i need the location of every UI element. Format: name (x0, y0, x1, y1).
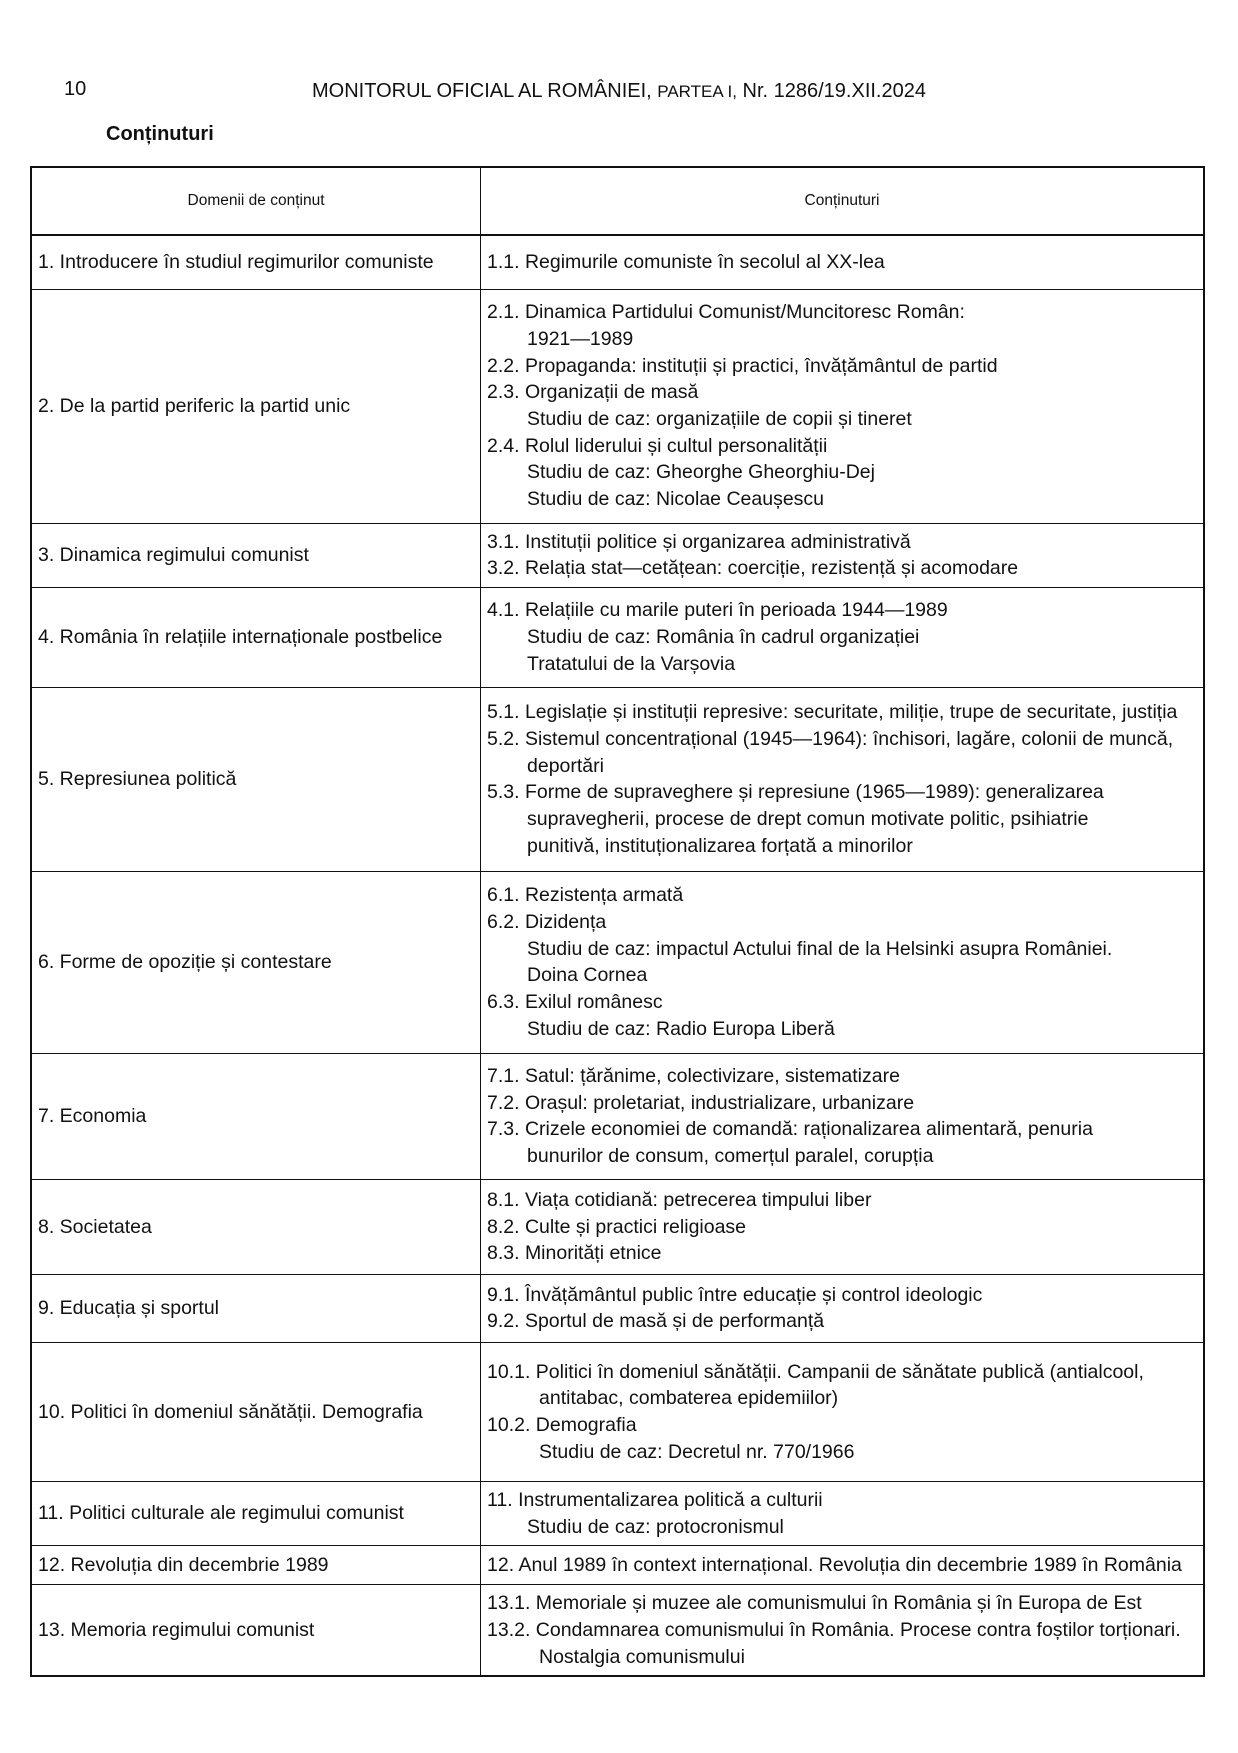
contents-cell (481, 1342, 1205, 1481)
domain-cell: 10. Politici în domeniul sănătății. Demografia (31, 1342, 481, 1481)
contents-cell (481, 1274, 1205, 1342)
content-line: Studiu de caz: organizațiile de copii și tineret (527, 408, 912, 430)
content-line: 6.2. Dizidența (487, 911, 607, 933)
content-line: 5.2. Sistemul concentrațional (1945—1964): închisori, lagăre, colonii de muncă, (487, 728, 1174, 750)
domain-cell: 7. Economia (31, 1053, 481, 1179)
content-line: supravegherii, procese de drept comun motivate politic, psihiatrie (527, 808, 1089, 831)
content-line: 10.2. Demografia (487, 1413, 637, 1436)
content-line: 2.4. Rolul liderului și cultul personalității (487, 434, 828, 457)
contents-cell (481, 871, 1205, 1053)
content-line: 7.2. Orașul: proletariat, industrializare, urbanizare (487, 1091, 915, 1114)
domain-cell: 8. Societatea (31, 1179, 481, 1274)
content-line: Doina Cornea (527, 964, 648, 987)
content-line: 1921—1989 (527, 327, 634, 350)
table-header-row (31, 167, 1204, 235)
page-number: 10 (64, 78, 87, 100)
contents-cell (481, 587, 1205, 687)
table-row (31, 523, 1204, 587)
content-line: 5.1. Legislație și instituții represive: securitate, miliție, trupe de securitate, justiția (487, 701, 1178, 724)
content-line: Studiu de caz: protocronismul (527, 1515, 784, 1538)
content-line: 6.1. Rezistența armată (487, 884, 684, 907)
domain-cell: 9. Educația și sportul (31, 1274, 481, 1342)
domain-cell: 1. Introducere în studiul regimurilor comuniste (31, 235, 481, 289)
content-line: 1.1. Regimurile comuniste în secolul al XX-lea (487, 250, 885, 273)
content-line: Studiu de caz: Nicolae Ceaușescu (527, 488, 825, 511)
content-line: 9.2. Sportul de masă și de performanță (487, 1310, 825, 1333)
table-row (31, 871, 1204, 1053)
table-row (31, 235, 1204, 289)
column-header-domains: Domenii de conținut (31, 167, 481, 235)
content-line: 7.1. Satul: țărănime, colectivizare, sistematizare (487, 1065, 900, 1087)
content-line: 12. Anul 1989 în context internațional. Revoluția din decembrie 1989 în România (487, 1553, 1182, 1576)
table-row (31, 1585, 1204, 1677)
table-row (31, 687, 1204, 871)
content-line: 7.3. Crizele economiei de comandă: raționalizarea alimentară, penuria (487, 1118, 1093, 1141)
table-row (31, 1546, 1204, 1585)
contents-cell (481, 289, 1205, 523)
table-row (31, 587, 1204, 687)
content-line: 11. Instrumentalizarea politică a culturii (487, 1488, 823, 1511)
domain-cell: 13. Memoria regimului comunist (31, 1585, 481, 1677)
content-line: Studiu de caz: Decretul nr. 770/1966 (539, 1440, 855, 1463)
content-line: 13.1. Memoriale și muzee ale comunismului în România și în Europa de Est (487, 1592, 1142, 1615)
contents-table (30, 166, 1205, 1677)
header-title: MONITORUL OFICIAL AL ROMÂNIEI, (312, 80, 652, 102)
content-line: punitivă, instituționalizarea forțată a minorilor (527, 834, 913, 857)
contents-cell (481, 1179, 1205, 1274)
content-line: bunurilor de consum, comerțul paralel, corupția (527, 1145, 934, 1168)
content-line: 9.1. Învățământul public între educație și control ideologic (487, 1283, 983, 1306)
content-line: 13.2. Condamnarea comunismului în România. Procese contra foștilor torționari. (487, 1619, 1181, 1642)
contents-cell (481, 1481, 1205, 1545)
domain-cell: 11. Politici culturale ale regimului comunist (31, 1481, 481, 1545)
table-row (31, 1179, 1204, 1274)
content-line: 8.3. Minorități etnice (487, 1242, 662, 1265)
contents-cell (481, 1053, 1205, 1179)
content-line: antitabac, combaterea epidemiilor) (539, 1387, 839, 1410)
domain-cell: 12. Revoluția din decembrie 1989 (31, 1546, 481, 1585)
table-row (31, 1274, 1204, 1342)
content-line: 2.1. Dinamica Partidului Comunist/Muncitoresc Român: (487, 301, 965, 324)
domain-cell: 6. Forme de opoziție și contestare (31, 871, 481, 1053)
content-line: 8.1. Viața cotidiană: petrecerea timpului liber (487, 1188, 872, 1211)
section-title: Conținuturi (106, 123, 214, 145)
content-line: 2.3. Organizații de masă (487, 381, 699, 404)
content-line: 5.3. Forme de supraveghere și represiune (1965—1989): generalizarea (487, 781, 1104, 804)
content-line: Studiu de caz: Radio Europa Liberă (527, 1017, 835, 1040)
column-header-contents: Conținuturi (481, 167, 1205, 235)
domain-cell: 4. România în relațiile internaționale postbelice (31, 587, 481, 687)
content-line: Nostalgia comunismului (539, 1645, 745, 1668)
contents-cell (481, 235, 1205, 289)
table-row (31, 1053, 1204, 1179)
domain-cell: 5. Represiunea politică (31, 687, 481, 871)
content-line: Studiu de caz: România în cadrul organizației (527, 626, 920, 649)
content-line: Studiu de caz: Gheorghe Gheorghiu-Dej (527, 461, 875, 484)
domain-cell: 3. Dinamica regimului comunist (31, 523, 481, 587)
content-line: deportări (527, 754, 604, 777)
content-line: Studiu de caz: impactul Actului final de la Helsinki asupra României. (527, 937, 1113, 960)
content-line: Tratatului de la Varșovia (527, 652, 736, 675)
content-line: 3.1. Instituții politice și organizarea administrativă (487, 530, 911, 553)
contents-cell (481, 523, 1205, 587)
content-line: 4.1. Relațiile cu marile puteri în perioada 1944—1989 (487, 599, 948, 622)
header-part: PARTEA I, (657, 82, 737, 101)
table-row (31, 1342, 1204, 1481)
contents-cell (481, 1546, 1205, 1585)
contents-cell (481, 1585, 1205, 1677)
contents-cell (481, 687, 1205, 871)
content-line: 10.1. Politici în domeniul sănătății. Campanii de sănătate publică (antialcool, (487, 1360, 1144, 1383)
content-line: 6.3. Exilul românesc (487, 991, 663, 1014)
table-row (31, 1481, 1204, 1545)
publication-header (0, 80, 1238, 103)
content-line: 2.2. Propaganda: instituții și practici, învățământul de partid (487, 354, 998, 377)
header-issue: Nr. 1286/19.XII.2024 (742, 80, 926, 102)
content-line: 8.2. Culte și practici religioase (487, 1215, 747, 1238)
table-row (31, 289, 1204, 523)
domain-cell: 2. De la partid periferic la partid unic (31, 289, 481, 523)
content-line: 3.2. Relația stat—cetățean: coerciție, rezistență și acomodare (487, 557, 1019, 580)
